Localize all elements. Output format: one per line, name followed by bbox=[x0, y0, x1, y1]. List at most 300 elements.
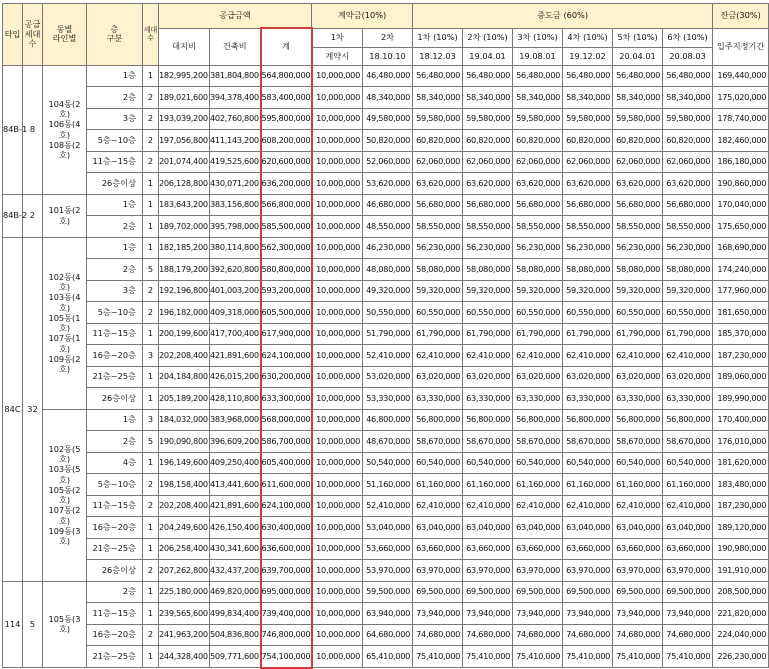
middle-2-cell: 60,820,000 bbox=[463, 130, 513, 152]
total-price-cell: 580,800,000 bbox=[261, 259, 312, 281]
middle-1-cell: 60,540,000 bbox=[413, 452, 463, 474]
building-price-cell: 394,378,400 bbox=[210, 87, 261, 109]
middle-2-cell: 56,800,000 bbox=[463, 409, 513, 431]
contract-1-cell: 10,000,000 bbox=[312, 345, 363, 367]
middle-1-cell: 63,660,000 bbox=[413, 538, 463, 560]
land-price-cell: 188,179,200 bbox=[159, 259, 210, 281]
middle-2-cell: 58,550,000 bbox=[463, 216, 513, 238]
land-price-cell: 206,128,800 bbox=[159, 173, 210, 195]
middle-1-cell: 63,330,000 bbox=[413, 388, 463, 410]
middle-6-cell: 59,580,000 bbox=[663, 108, 713, 130]
middle-2-cell: 58,670,000 bbox=[463, 431, 513, 453]
land-price-cell: 190,090,800 bbox=[159, 431, 210, 453]
header-balance-date: 입주지정기간 bbox=[713, 28, 769, 65]
type-cell: 84B-2 bbox=[3, 194, 23, 237]
middle-3-cell: 63,330,000 bbox=[513, 388, 563, 410]
middle-3-cell: 63,660,000 bbox=[513, 538, 563, 560]
land-price-cell: 196,182,000 bbox=[159, 302, 210, 324]
header-total: 계 bbox=[261, 28, 312, 65]
middle-1-cell: 69,500,000 bbox=[413, 581, 463, 603]
header-building: 건축비 bbox=[210, 28, 261, 65]
households-cell: 1 bbox=[143, 194, 159, 216]
middle-5-cell: 59,320,000 bbox=[613, 280, 663, 302]
households-cell: 1 bbox=[143, 237, 159, 259]
middle-6-cell: 61,160,000 bbox=[663, 474, 713, 496]
building-price-cell: 402,760,800 bbox=[210, 108, 261, 130]
middle-3-cell: 62,060,000 bbox=[513, 151, 563, 173]
middle-4-cell: 69,500,000 bbox=[563, 581, 613, 603]
middle-2-cell: 63,020,000 bbox=[463, 366, 513, 388]
middle-4-cell: 58,340,000 bbox=[563, 87, 613, 109]
contract-2-cell: 65,410,000 bbox=[363, 646, 413, 668]
middle-3-cell: 60,550,000 bbox=[513, 302, 563, 324]
households-cell: 2 bbox=[143, 302, 159, 324]
contract-2-cell: 53,970,000 bbox=[363, 560, 413, 582]
building-price-cell: 392,620,800 bbox=[210, 259, 261, 281]
table-row bbox=[3, 194, 769, 216]
header-land: 대지비 bbox=[159, 28, 210, 65]
type-cell: 84B-1 bbox=[3, 65, 23, 194]
total-price-cell: 568,000,000 bbox=[261, 409, 312, 431]
middle-3-cell: 62,410,000 bbox=[513, 345, 563, 367]
middle-4-cell: 56,800,000 bbox=[563, 409, 613, 431]
middle-4-cell: 59,580,000 bbox=[563, 108, 613, 130]
balance-cell: 177,960,000 bbox=[713, 280, 769, 302]
total-price-cell: 595,800,000 bbox=[261, 108, 312, 130]
floor-cell: 2층 bbox=[87, 259, 143, 281]
middle-3-cell: 56,480,000 bbox=[513, 65, 563, 87]
floor-cell: 5층~10층 bbox=[87, 130, 143, 152]
table-body bbox=[3, 65, 769, 668]
contract-1-cell: 10,000,000 bbox=[312, 280, 363, 302]
middle-5-cell: 74,680,000 bbox=[613, 624, 663, 646]
middle-4-cell: 63,970,000 bbox=[563, 560, 613, 582]
middle-5-cell: 61,160,000 bbox=[613, 474, 663, 496]
households-cell: 2 bbox=[143, 495, 159, 517]
table-row bbox=[3, 151, 769, 173]
table-row bbox=[3, 603, 769, 625]
table-row bbox=[3, 280, 769, 302]
balance-cell: 178,740,000 bbox=[713, 108, 769, 130]
households-cell: 1 bbox=[143, 323, 159, 345]
table-row bbox=[3, 452, 769, 474]
balance-cell: 189,990,000 bbox=[713, 388, 769, 410]
middle-5-cell: 69,500,000 bbox=[613, 581, 663, 603]
middle-1-cell: 58,340,000 bbox=[413, 87, 463, 109]
floor-cell: 11층~15층 bbox=[87, 495, 143, 517]
middle-2-cell: 60,540,000 bbox=[463, 452, 513, 474]
land-price-cell: 201,074,400 bbox=[159, 151, 210, 173]
middle-4-cell: 62,410,000 bbox=[563, 345, 613, 367]
middle-6-cell: 75,410,000 bbox=[663, 646, 713, 668]
header-supply-price: 공급금액 bbox=[159, 4, 312, 29]
floor-cell: 1층 bbox=[87, 237, 143, 259]
floor-cell: 26층이상 bbox=[87, 173, 143, 195]
table-row bbox=[3, 517, 769, 539]
middle-4-cell: 58,670,000 bbox=[563, 431, 613, 453]
total-price-cell: 630,200,000 bbox=[261, 366, 312, 388]
building-price-cell: 411,143,200 bbox=[210, 130, 261, 152]
middle-1-cell: 60,550,000 bbox=[413, 302, 463, 324]
middle-2-cell: 58,080,000 bbox=[463, 259, 513, 281]
middle-3-cell: 63,620,000 bbox=[513, 173, 563, 195]
middle-1-cell: 56,480,000 bbox=[413, 65, 463, 87]
middle-2-cell: 61,160,000 bbox=[463, 474, 513, 496]
middle-5-cell: 60,540,000 bbox=[613, 452, 663, 474]
floor-cell: 3층 bbox=[87, 280, 143, 302]
contract-2-cell: 46,800,000 bbox=[363, 409, 413, 431]
middle-1-cell: 58,550,000 bbox=[413, 216, 463, 238]
contract-2-cell: 50,820,000 bbox=[363, 130, 413, 152]
total-price-cell: 564,800,000 bbox=[261, 65, 312, 87]
land-price-cell: 197,056,800 bbox=[159, 130, 210, 152]
land-price-cell: 189,702,000 bbox=[159, 216, 210, 238]
middle-3-cell: 58,340,000 bbox=[513, 87, 563, 109]
middle-2-cell: 63,620,000 bbox=[463, 173, 513, 195]
middle-6-cell: 58,080,000 bbox=[663, 259, 713, 281]
balance-cell: 189,060,000 bbox=[713, 366, 769, 388]
middle-2-cell: 61,790,000 bbox=[463, 323, 513, 345]
households-cell: 2 bbox=[143, 87, 159, 109]
contract-2-cell: 46,680,000 bbox=[363, 194, 413, 216]
total-price-cell: 754,100,000 bbox=[261, 646, 312, 668]
header-contract: 계약금(10%) bbox=[312, 4, 413, 29]
floor-cell: 1층 bbox=[87, 194, 143, 216]
middle-3-cell: 59,580,000 bbox=[513, 108, 563, 130]
floor-cell: 11층~15층 bbox=[87, 323, 143, 345]
middle-5-cell: 56,800,000 bbox=[613, 409, 663, 431]
header-households: 세대수 bbox=[143, 4, 159, 66]
dong-line-cell: 102동(4호) 103동(4호) 105동(1호) 107동(1호) 109동(2호) bbox=[43, 237, 87, 409]
middle-5-cell: 63,660,000 bbox=[613, 538, 663, 560]
contract-1-cell: 10,000,000 bbox=[312, 323, 363, 345]
middle-2-cell: 63,040,000 bbox=[463, 517, 513, 539]
contract-1-cell: 10,000,000 bbox=[312, 581, 363, 603]
middle-5-cell: 59,580,000 bbox=[613, 108, 663, 130]
building-price-cell: 383,968,000 bbox=[210, 409, 261, 431]
contract-1-cell: 10,000,000 bbox=[312, 87, 363, 109]
floor-cell: 4층 bbox=[87, 452, 143, 474]
balance-cell: 221,820,000 bbox=[713, 603, 769, 625]
households-cell: 3 bbox=[143, 345, 159, 367]
header-contract-1-date: 계약시 bbox=[312, 47, 363, 65]
middle-4-cell: 60,550,000 bbox=[563, 302, 613, 324]
building-price-cell: 504,836,800 bbox=[210, 624, 261, 646]
middle-3-cell: 56,800,000 bbox=[513, 409, 563, 431]
land-price-cell: 225,180,000 bbox=[159, 581, 210, 603]
contract-1-cell: 10,000,000 bbox=[312, 366, 363, 388]
supply-households-cell: 2 bbox=[23, 194, 43, 237]
land-price-cell: 193,039,200 bbox=[159, 108, 210, 130]
contract-1-cell: 10,000,000 bbox=[312, 646, 363, 668]
header-balance: 잔금(30%) bbox=[713, 4, 769, 29]
floor-cell: 16층~20층 bbox=[87, 624, 143, 646]
land-price-cell: 204,184,800 bbox=[159, 366, 210, 388]
middle-5-cell: 62,410,000 bbox=[613, 495, 663, 517]
middle-6-cell: 63,040,000 bbox=[663, 517, 713, 539]
total-price-cell: 746,800,000 bbox=[261, 624, 312, 646]
floor-cell: 21층~25층 bbox=[87, 538, 143, 560]
land-price-cell: 202,208,400 bbox=[159, 345, 210, 367]
middle-5-cell: 58,550,000 bbox=[613, 216, 663, 238]
floor-cell: 2층 bbox=[87, 87, 143, 109]
middle-4-cell: 63,020,000 bbox=[563, 366, 613, 388]
balance-cell: 170,400,000 bbox=[713, 409, 769, 431]
building-price-cell: 432,437,200 bbox=[210, 560, 261, 582]
middle-1-cell: 61,160,000 bbox=[413, 474, 463, 496]
middle-4-cell: 73,940,000 bbox=[563, 603, 613, 625]
households-cell: 1 bbox=[143, 646, 159, 668]
dong-line-cell: 104동(2호) 106동(4호) 108동(2호) bbox=[43, 65, 87, 194]
contract-2-cell: 53,660,000 bbox=[363, 538, 413, 560]
middle-3-cell: 69,500,000 bbox=[513, 581, 563, 603]
balance-cell: 170,040,000 bbox=[713, 194, 769, 216]
middle-6-cell: 62,410,000 bbox=[663, 495, 713, 517]
middle-4-cell: 60,820,000 bbox=[563, 130, 613, 152]
total-price-cell: 605,500,000 bbox=[261, 302, 312, 324]
middle-6-cell: 69,500,000 bbox=[663, 581, 713, 603]
balance-cell: 183,480,000 bbox=[713, 474, 769, 496]
supply-households-cell: 5 bbox=[23, 581, 43, 668]
building-price-cell: 396,609,200 bbox=[210, 431, 261, 453]
middle-1-cell: 63,620,000 bbox=[413, 173, 463, 195]
contract-1-cell: 10,000,000 bbox=[312, 151, 363, 173]
building-price-cell: 426,015,200 bbox=[210, 366, 261, 388]
middle-6-cell: 56,230,000 bbox=[663, 237, 713, 259]
middle-6-cell: 63,620,000 bbox=[663, 173, 713, 195]
building-price-cell: 413,441,600 bbox=[210, 474, 261, 496]
middle-3-cell: 63,040,000 bbox=[513, 517, 563, 539]
table-row bbox=[3, 388, 769, 410]
middle-2-cell: 60,550,000 bbox=[463, 302, 513, 324]
total-price-cell: 695,000,000 bbox=[261, 581, 312, 603]
balance-cell: 169,440,000 bbox=[713, 65, 769, 87]
middle-1-cell: 58,670,000 bbox=[413, 431, 463, 453]
contract-2-cell: 46,230,000 bbox=[363, 237, 413, 259]
balance-cell: 224,040,000 bbox=[713, 624, 769, 646]
middle-1-cell: 62,060,000 bbox=[413, 151, 463, 173]
middle-5-cell: 56,680,000 bbox=[613, 194, 663, 216]
dong-line-cell: 101동(2호) bbox=[43, 194, 87, 237]
table-row bbox=[3, 538, 769, 560]
contract-1-cell: 10,000,000 bbox=[312, 474, 363, 496]
households-cell: 1 bbox=[143, 517, 159, 539]
middle-3-cell: 74,680,000 bbox=[513, 624, 563, 646]
contract-2-cell: 50,550,000 bbox=[363, 302, 413, 324]
middle-1-cell: 62,410,000 bbox=[413, 495, 463, 517]
table-row bbox=[3, 345, 769, 367]
floor-cell: 21층~25층 bbox=[87, 646, 143, 668]
floor-cell: 16층~20층 bbox=[87, 517, 143, 539]
header-contract-1: 1차 bbox=[312, 28, 363, 47]
contract-2-cell: 64,680,000 bbox=[363, 624, 413, 646]
building-price-cell: 421,891,600 bbox=[210, 495, 261, 517]
supply-households-cell: 32 bbox=[23, 237, 43, 581]
middle-4-cell: 56,480,000 bbox=[563, 65, 613, 87]
middle-3-cell: 58,670,000 bbox=[513, 431, 563, 453]
total-price-cell: 608,200,000 bbox=[261, 130, 312, 152]
middle-5-cell: 63,620,000 bbox=[613, 173, 663, 195]
balance-cell: 176,010,000 bbox=[713, 431, 769, 453]
total-price-cell: 639,700,000 bbox=[261, 560, 312, 582]
land-price-cell: 202,208,400 bbox=[159, 495, 210, 517]
building-price-cell: 469,820,000 bbox=[210, 581, 261, 603]
header-dong-line: 동별 라인별 bbox=[43, 4, 87, 66]
middle-3-cell: 58,550,000 bbox=[513, 216, 563, 238]
contract-1-cell: 10,000,000 bbox=[312, 194, 363, 216]
households-cell: 1 bbox=[143, 388, 159, 410]
table-row bbox=[3, 581, 769, 603]
contract-2-cell: 50,540,000 bbox=[363, 452, 413, 474]
floor-cell: 2층 bbox=[87, 431, 143, 453]
middle-4-cell: 58,550,000 bbox=[563, 216, 613, 238]
header-contract-2-date: 18.10.10 bbox=[363, 47, 413, 65]
dong-line-cell: 105동(3호) bbox=[43, 581, 87, 668]
contract-2-cell: 51,160,000 bbox=[363, 474, 413, 496]
balance-cell: 175,650,000 bbox=[713, 216, 769, 238]
contract-2-cell: 49,580,000 bbox=[363, 108, 413, 130]
middle-5-cell: 60,550,000 bbox=[613, 302, 663, 324]
middle-3-cell: 58,080,000 bbox=[513, 259, 563, 281]
balance-cell: 186,180,000 bbox=[713, 151, 769, 173]
table-row bbox=[3, 323, 769, 345]
contract-2-cell: 52,410,000 bbox=[363, 495, 413, 517]
dong-line-cell: 102동(5호) 103동(5호) 105동(2호) 107동(2호) 109동(3호) bbox=[43, 409, 87, 581]
middle-5-cell: 63,330,000 bbox=[613, 388, 663, 410]
middle-5-cell: 73,940,000 bbox=[613, 603, 663, 625]
total-price-cell: 739,400,000 bbox=[261, 603, 312, 625]
floor-cell: 5층~10층 bbox=[87, 302, 143, 324]
header-type: 타입 bbox=[3, 4, 23, 66]
building-price-cell: 430,071,200 bbox=[210, 173, 261, 195]
balance-cell: 190,980,000 bbox=[713, 538, 769, 560]
balance-cell: 168,690,000 bbox=[713, 237, 769, 259]
total-price-cell: 620,600,000 bbox=[261, 151, 312, 173]
middle-6-cell: 60,550,000 bbox=[663, 302, 713, 324]
households-cell: 2 bbox=[143, 280, 159, 302]
households-cell: 2 bbox=[143, 151, 159, 173]
middle-4-cell: 75,410,000 bbox=[563, 646, 613, 668]
middle-6-cell: 62,410,000 bbox=[663, 345, 713, 367]
middle-6-cell: 74,680,000 bbox=[663, 624, 713, 646]
total-price-cell: 586,700,000 bbox=[261, 431, 312, 453]
land-price-cell: 204,249,600 bbox=[159, 517, 210, 539]
table-row bbox=[3, 108, 769, 130]
total-price-cell: 617,900,000 bbox=[261, 323, 312, 345]
header-middle-5: 5차 (10%) bbox=[613, 28, 663, 47]
total-price-cell: 624,100,000 bbox=[261, 345, 312, 367]
contract-1-cell: 10,000,000 bbox=[312, 65, 363, 87]
contract-1-cell: 10,000,000 bbox=[312, 624, 363, 646]
middle-1-cell: 63,970,000 bbox=[413, 560, 463, 582]
households-cell: 2 bbox=[143, 560, 159, 582]
contract-1-cell: 10,000,000 bbox=[312, 560, 363, 582]
middle-2-cell: 73,940,000 bbox=[463, 603, 513, 625]
total-price-cell: 624,100,000 bbox=[261, 495, 312, 517]
middle-5-cell: 58,340,000 bbox=[613, 87, 663, 109]
middle-3-cell: 75,410,000 bbox=[513, 646, 563, 668]
total-price-cell: 566,800,000 bbox=[261, 194, 312, 216]
header-middle-6: 6차 (10%) bbox=[663, 28, 713, 47]
balance-cell: 174,240,000 bbox=[713, 259, 769, 281]
middle-1-cell: 73,940,000 bbox=[413, 603, 463, 625]
middle-3-cell: 63,020,000 bbox=[513, 366, 563, 388]
header-contract-2: 2차 bbox=[363, 28, 413, 47]
middle-1-cell: 58,080,000 bbox=[413, 259, 463, 281]
balance-cell: 187,230,000 bbox=[713, 345, 769, 367]
middle-2-cell: 75,410,000 bbox=[463, 646, 513, 668]
middle-2-cell: 56,680,000 bbox=[463, 194, 513, 216]
balance-cell: 181,650,000 bbox=[713, 302, 769, 324]
balance-cell: 187,230,000 bbox=[713, 495, 769, 517]
contract-1-cell: 10,000,000 bbox=[312, 302, 363, 324]
middle-3-cell: 56,680,000 bbox=[513, 194, 563, 216]
middle-4-cell: 62,060,000 bbox=[563, 151, 613, 173]
middle-1-cell: 75,410,000 bbox=[413, 646, 463, 668]
land-price-cell: 206,258,400 bbox=[159, 538, 210, 560]
middle-6-cell: 56,680,000 bbox=[663, 194, 713, 216]
floor-cell: 11층~15층 bbox=[87, 603, 143, 625]
middle-4-cell: 58,080,000 bbox=[563, 259, 613, 281]
middle-1-cell: 56,800,000 bbox=[413, 409, 463, 431]
total-price-cell: 636,200,000 bbox=[261, 173, 312, 195]
households-cell: 1 bbox=[143, 603, 159, 625]
total-price-cell: 636,600,000 bbox=[261, 538, 312, 560]
building-price-cell: 409,250,400 bbox=[210, 452, 261, 474]
middle-6-cell: 56,800,000 bbox=[663, 409, 713, 431]
total-price-cell: 593,200,000 bbox=[261, 280, 312, 302]
middle-6-cell: 62,060,000 bbox=[663, 151, 713, 173]
building-price-cell: 428,110,800 bbox=[210, 388, 261, 410]
households-cell: 2 bbox=[143, 130, 159, 152]
total-price-cell: 611,600,000 bbox=[261, 474, 312, 496]
middle-2-cell: 62,410,000 bbox=[463, 495, 513, 517]
middle-6-cell: 59,320,000 bbox=[663, 280, 713, 302]
middle-5-cell: 75,410,000 bbox=[613, 646, 663, 668]
middle-1-cell: 60,820,000 bbox=[413, 130, 463, 152]
balance-cell: 190,860,000 bbox=[713, 173, 769, 195]
floor-cell: 2층 bbox=[87, 581, 143, 603]
middle-3-cell: 62,410,000 bbox=[513, 495, 563, 517]
middle-5-cell: 58,080,000 bbox=[613, 259, 663, 281]
building-price-cell: 419,525,600 bbox=[210, 151, 261, 173]
middle-2-cell: 59,320,000 bbox=[463, 280, 513, 302]
middle-1-cell: 74,680,000 bbox=[413, 624, 463, 646]
table-row bbox=[3, 237, 769, 259]
middle-2-cell: 63,330,000 bbox=[463, 388, 513, 410]
floor-cell: 11층~15층 bbox=[87, 151, 143, 173]
middle-6-cell: 58,670,000 bbox=[663, 431, 713, 453]
middle-2-cell: 56,480,000 bbox=[463, 65, 513, 87]
balance-cell: 189,120,000 bbox=[713, 517, 769, 539]
floor-cell: 21층~25층 bbox=[87, 366, 143, 388]
land-price-cell: 207,262,800 bbox=[159, 560, 210, 582]
header-middle-2: 2차 (10%) bbox=[463, 28, 513, 47]
middle-5-cell: 61,790,000 bbox=[613, 323, 663, 345]
header-supply-households: 공급 세대수 bbox=[23, 4, 43, 66]
header-floor: 층 구분 bbox=[87, 4, 143, 66]
middle-3-cell: 63,970,000 bbox=[513, 560, 563, 582]
building-price-cell: 395,798,000 bbox=[210, 216, 261, 238]
land-price-cell: 244,328,400 bbox=[159, 646, 210, 668]
contract-1-cell: 10,000,000 bbox=[312, 388, 363, 410]
middle-3-cell: 59,320,000 bbox=[513, 280, 563, 302]
middle-2-cell: 63,660,000 bbox=[463, 538, 513, 560]
middle-3-cell: 56,230,000 bbox=[513, 237, 563, 259]
table-row bbox=[3, 65, 769, 87]
middle-2-cell: 58,340,000 bbox=[463, 87, 513, 109]
middle-6-cell: 63,970,000 bbox=[663, 560, 713, 582]
